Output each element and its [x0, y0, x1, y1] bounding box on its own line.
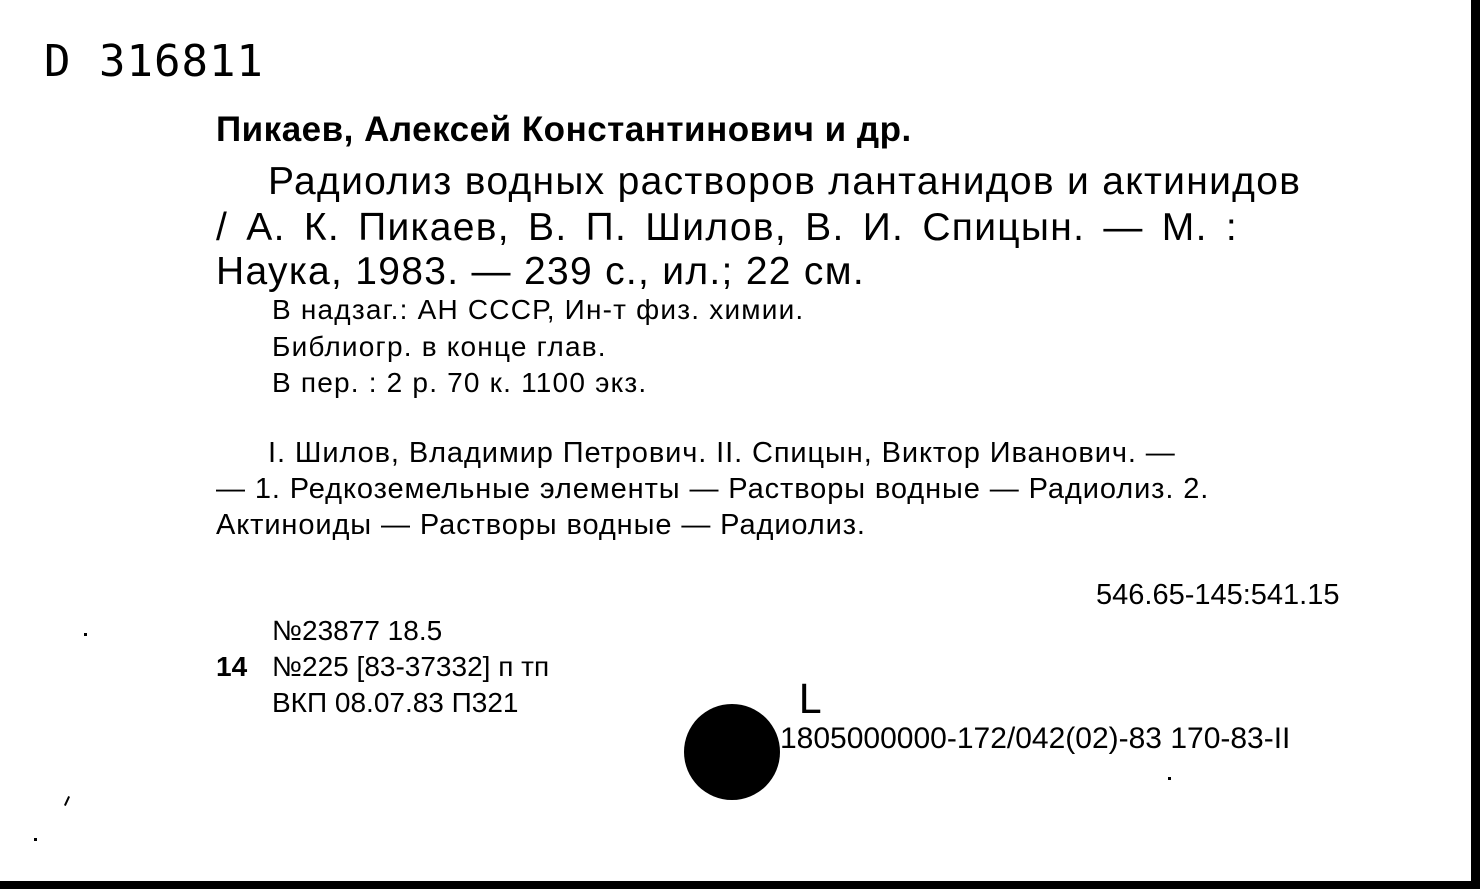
card-id: D 316811	[44, 36, 264, 87]
library-copy-number: 14	[216, 651, 248, 682]
scan-speck	[64, 796, 70, 806]
title-line-2: / А. К. Пикаев, В. П. Шилов, В. И. Спицын. — М. :	[216, 206, 1238, 249]
l-mark: L	[798, 677, 823, 723]
card-border-right	[1471, 0, 1480, 889]
subject-line-1: I. Шилов, Владимир Петрович. II. Спицын, Виктор Иванович. —	[268, 437, 1176, 469]
udc-code: 546.65-145:541.15	[1096, 579, 1340, 611]
title-line-3: Наука, 1983. — 239 с., ил.; 22 см.	[216, 250, 865, 293]
note-institution: В надзаг.: АН СССР, Ин-т физ. химии.	[272, 294, 805, 325]
bottom-catalog-code: 1805000000-172/042(02)-83 170-83-II	[780, 722, 1291, 755]
punch-hole	[684, 704, 780, 800]
subject-line-3: Актиноиды — Растворы водные — Радиолиз.	[216, 509, 866, 541]
scan-speck	[84, 633, 87, 636]
card-border-bottom	[0, 881, 1480, 889]
note-bibliography: Библиогр. в конце глав.	[272, 331, 607, 362]
library-line-3: ВКП 08.07.83 П321	[272, 687, 519, 718]
note-price-print-run: В пер. : 2 р. 70 к. 1100 экз.	[272, 367, 648, 398]
scan-speck	[1168, 777, 1171, 780]
title-line-1: Радиолиз водных растворов лантанидов и актинидов	[268, 160, 1302, 203]
library-line-2: №225 [83-37332] п тп	[272, 651, 550, 682]
subject-line-2: — 1. Редкоземельные элементы — Растворы водные — Радиолиз. 2.	[216, 473, 1210, 505]
author-heading: Пикаев, Алексей Константинович и др.	[216, 110, 912, 149]
library-line-1: №23877 18.5	[272, 615, 443, 646]
scan-speck	[34, 838, 37, 841]
